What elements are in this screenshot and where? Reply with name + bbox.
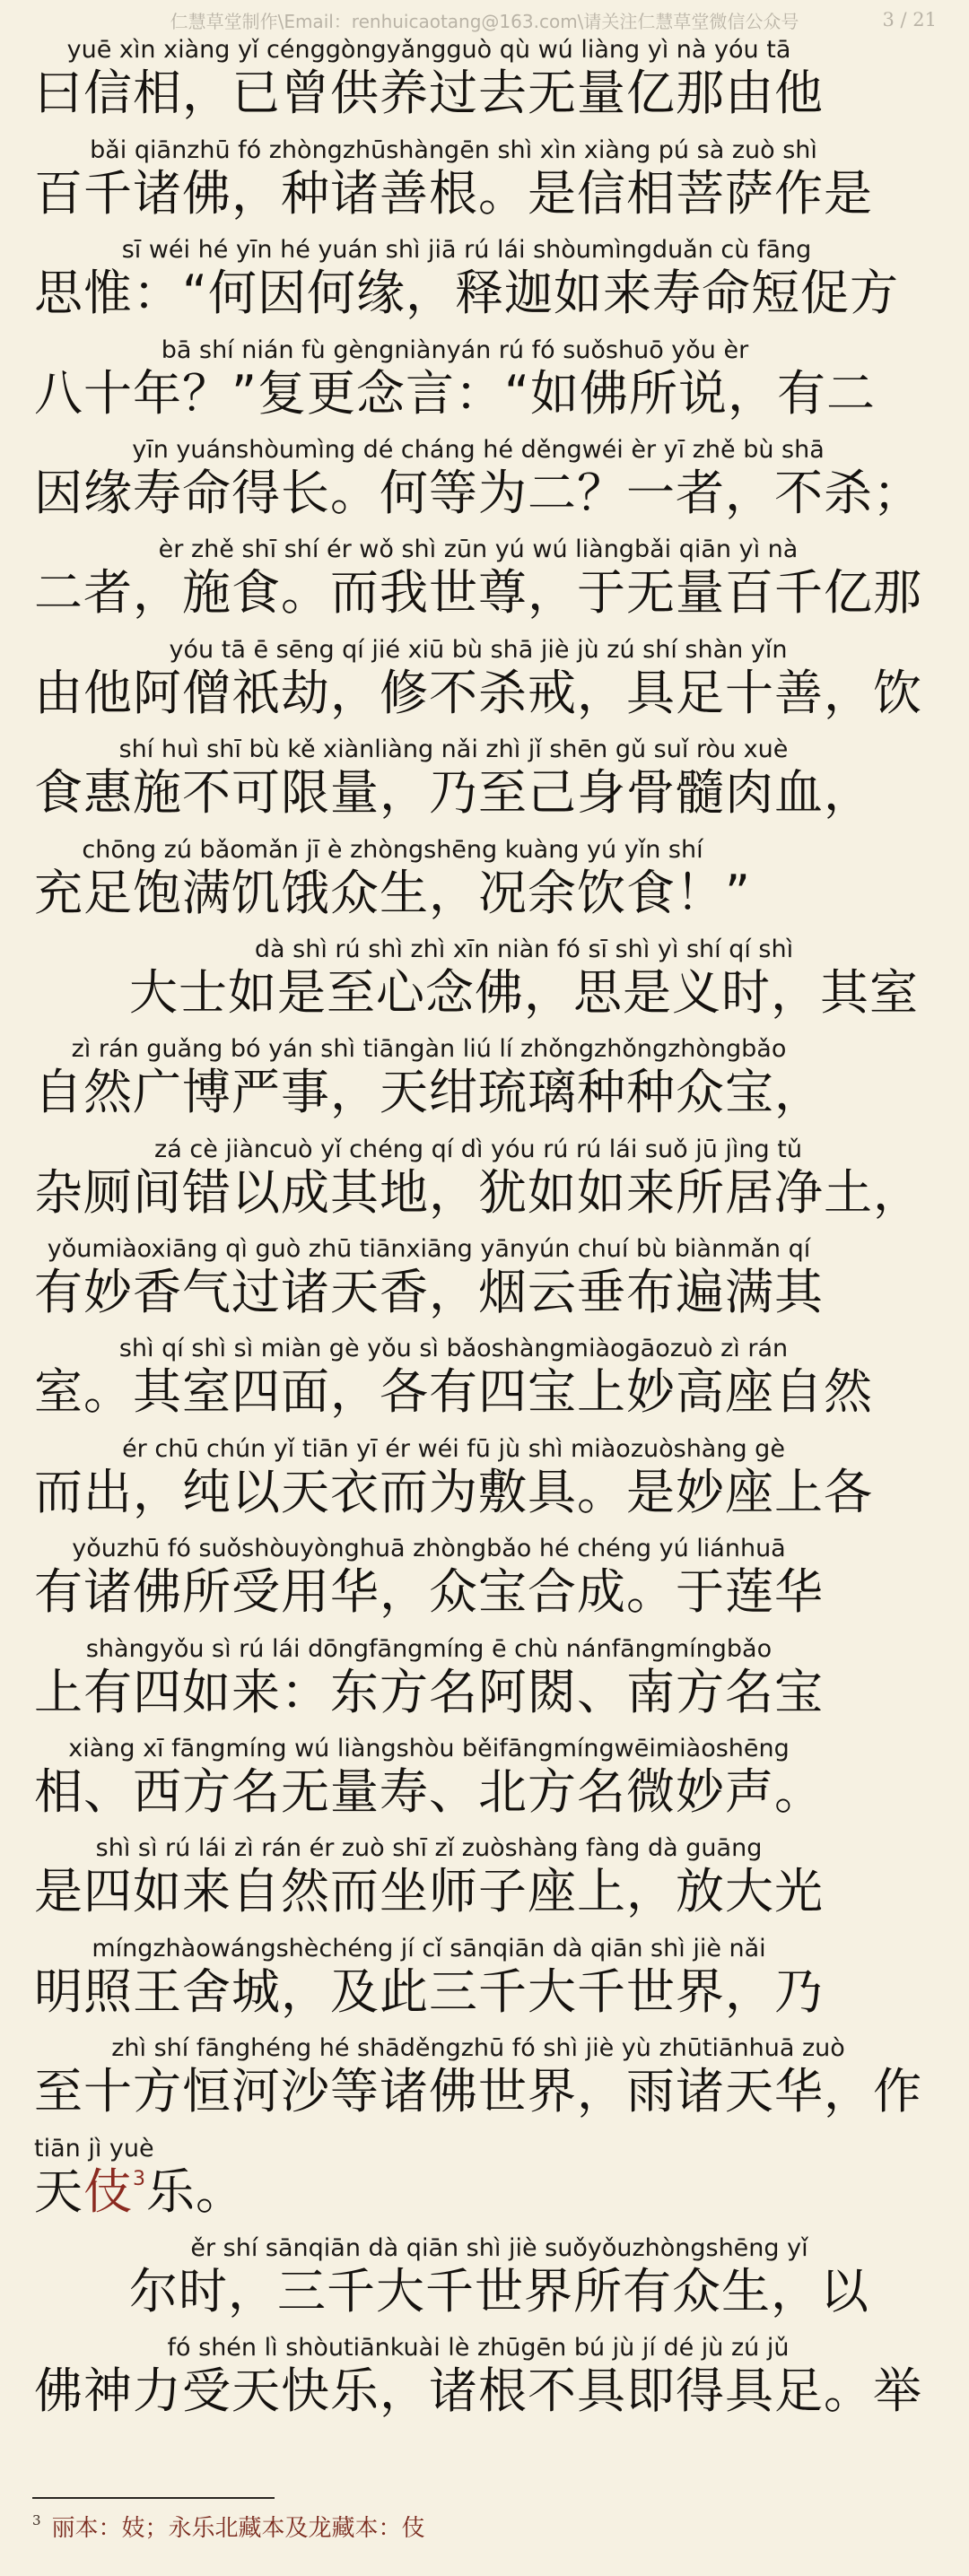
pinyin-row: bā shí nián fù gèngniànyán rú fó suǒshuō yǒu èr [161, 335, 749, 364]
pinyin-row: ér chū chún yǐ tiān yī ér wéi fū jù shì miàozuòshàng gè [122, 1434, 785, 1463]
pinyin-row: zì rán guǎng bó yán shì tiāngàn liú lí zhǒngzhǒngzhòngbǎo [71, 1035, 787, 1064]
hanzi-row: 室。其室四面，各有四宝上妙高座自然 [34, 1363, 873, 1421]
text-line [34, 431, 942, 530]
annotated-character: 伎 [83, 2163, 133, 2220]
pinyin-row: èr zhě shī shí ér wǒ shì zūn yú wú liàngbǎi qiān yì nà [158, 535, 799, 564]
hanzi-row: 自然广博严事，天绀琉璃种种众宝， [34, 1064, 824, 1121]
hanzi-row: 至十方恒河沙等诸佛世界，雨诸天华，作 [34, 2063, 922, 2120]
hanzi-row: 而出，纯以天衣而为敷具。是妙座上各 [34, 1463, 873, 1520]
pinyin-row: sī wéi hé yīn hé yuán shì jiā rú lái shòumìngduǎn cù fāng [121, 236, 812, 265]
text-line-indented [34, 2229, 942, 2328]
page-number: 3 / 21 [882, 9, 937, 30]
footnote-marker[interactable]: 3 [133, 2167, 146, 2190]
hanzi-row: 八十年？”复更念言：“如佛所说，有二 [34, 364, 876, 422]
pinyin-row: míngzhàowángshèchéng jí cǐ sānqiān dà qiān shì jiè nǎi [92, 1934, 766, 1962]
pinyin-row: xiàng xī fāngmíng wú liàngshòu běifāngmíngwēimiàoshēng [68, 1735, 790, 1763]
hanzi-row: 明照王舍城，及此三千大千世界，乃 [34, 1962, 824, 2020]
pinyin-row: ěr shí sānqiān dà qiān shì jiè suǒyǒuzhòngshēng yǐ [190, 2233, 808, 2262]
pinyin-row: yóu tā ē sēng qí jié xiū bù shā jiè jù zú shí shàn yǐn [169, 635, 788, 664]
text-line [34, 30, 942, 130]
pinyin-row: bǎi qiānzhū fó zhòngzhūshàngēn shì xìn xiàng pú sà zuò shì [90, 135, 817, 164]
pinyin-row: shì qí shì sì miàn gè yǒu sì bǎoshàngmiàogāozuò zì rán [118, 1335, 789, 1363]
footnote-divider [32, 2497, 275, 2499]
text-line [34, 130, 942, 230]
hanzi-row: 上有四如来：东方名阿閦、南方名宝 [34, 1663, 824, 1720]
text-line [34, 1629, 942, 1728]
pinyin-row: zhì shí fānghéng hé shāděngzhū fó shì jiè yù zhūtiānhuā zuò [111, 2034, 845, 2063]
text-line [34, 1030, 942, 1129]
footnote [32, 2510, 425, 2543]
footnote-number: 3 [32, 2512, 41, 2528]
pinyin-row: shì sì rú lái zì rán ér zuò shī zǐ zuòshàng fàng dà guāng [95, 1834, 763, 1863]
text-line [34, 1529, 942, 1629]
hanzi-text: 天 [34, 2163, 83, 2220]
hanzi-row: 佛神力受天快乐，诸根不具即得具足。举 [34, 2363, 922, 2420]
pinyin-row: chōng zú bǎomǎn jī è zhòngshēng kuàng yú yǐn shí [82, 835, 703, 864]
pinyin-row: tiān jì yuè [34, 2134, 154, 2163]
hanzi-row: 有诸佛所受用华，众宝合成。于莲华 [34, 1563, 824, 1621]
pinyin-row: shí huì shī bù kě xiànliàng nǎi zhì jǐ shēn gǔ suǐ ròu xuè [118, 735, 789, 764]
pinyin-row: yǒumiàoxiāng qì guò zhū tiānxiāng yānyún chuí bù biànmǎn qí [47, 1235, 811, 1264]
footnote-text: 丽本：妓；永乐北藏本及龙藏本：伎 [51, 2515, 425, 2542]
hanzi-row: 有妙香气过诸天香，烟云垂布遍满其 [34, 1264, 824, 1321]
pinyin-row: yīn yuánshòumìng dé cháng hé děngwéi èr yī zhě bù shā [132, 435, 825, 464]
text-line [34, 1429, 942, 1528]
hanzi-row: 杂厕间错以成其地，犹如如来所居净土， [34, 1163, 922, 1221]
text-line [34, 1928, 942, 2028]
hanzi-row: 百千诸佛，种诸善根。是信相菩萨作是 [34, 164, 873, 222]
hanzi-text: 乐。 [146, 2163, 245, 2220]
text-line [34, 1829, 942, 1928]
hanzi-row: 大士如是至心念佛，思是义时，其室 [129, 963, 919, 1021]
text-line [34, 231, 942, 330]
text-line [34, 730, 942, 830]
text-line [34, 2328, 942, 2428]
hanzi-row: 是四如来自然而坐师子座上，放大光 [34, 1863, 824, 1920]
pinyin-row: yǒuzhū fó suǒshòuyònghuā zhòngbǎo hé chéng yú liánhuā [72, 1535, 786, 1563]
scripture-body [34, 30, 942, 2428]
hanzi-row: 二者，施食。而我世尊，于无量百千亿那 [34, 564, 922, 622]
pinyin-row: shàngyǒu sì rú lái dōngfāngmíng ē chù nánfāngmíngbǎo [85, 1634, 773, 1663]
text-line [34, 330, 942, 430]
hanzi-row: 尔时，三千大千世界所有众生，以 [129, 2262, 869, 2319]
hanzi-row: 相、西方名无量寿、北方名微妙声。 [34, 1763, 824, 1821]
text-line [34, 830, 942, 929]
hanzi-row [34, 2164, 245, 2220]
text-line-indented [34, 930, 942, 1030]
hanzi-row: 由他阿僧祇劫，修不杀戒，具足十善，饮 [34, 664, 922, 721]
text-line [34, 630, 942, 729]
hanzi-row: 食惠施不可限量，乃至己身骨髓肉血， [34, 764, 873, 822]
hanzi-row: 充足饱满饥饿众生，况余饮食！” [34, 864, 751, 921]
header-credit: 仁慧草堂制作\Email：renhuicaotang@163.com\请关注仁慧草堂微信公众号 [170, 11, 799, 32]
text-line [34, 1329, 942, 1429]
pinyin-row: dà shì rú shì zhì xīn niàn fó sī shì yì shí qí shì [254, 935, 794, 963]
text-line [34, 2128, 942, 2228]
pinyin-row: fó shén lì shòutiānkuài lè zhūgēn bú jù jí dé jù zú jǔ [167, 2334, 790, 2363]
text-line [34, 1129, 942, 1229]
pinyin-row: zá cè jiàncuò yǐ chéng qí dì yóu rú rú lái suǒ jū jìng tǔ [154, 1135, 802, 1163]
text-line [34, 530, 942, 630]
text-line [34, 2029, 942, 2128]
text-line [34, 1729, 942, 1829]
hanzi-row: 因缘寿命得长。何等为二？一者，不杀； [34, 464, 922, 521]
hanzi-row: 思惟：“何因何缘，释迦如来寿命短促方 [34, 265, 899, 322]
text-line [34, 1230, 942, 1329]
pinyin-row: yuē xìn xiàng yǐ cénggòngyǎngguò qù wú liàng yì nà yóu tā [66, 36, 791, 65]
hanzi-row: 曰信相，已曾供养过去无量亿那由他 [34, 65, 824, 122]
